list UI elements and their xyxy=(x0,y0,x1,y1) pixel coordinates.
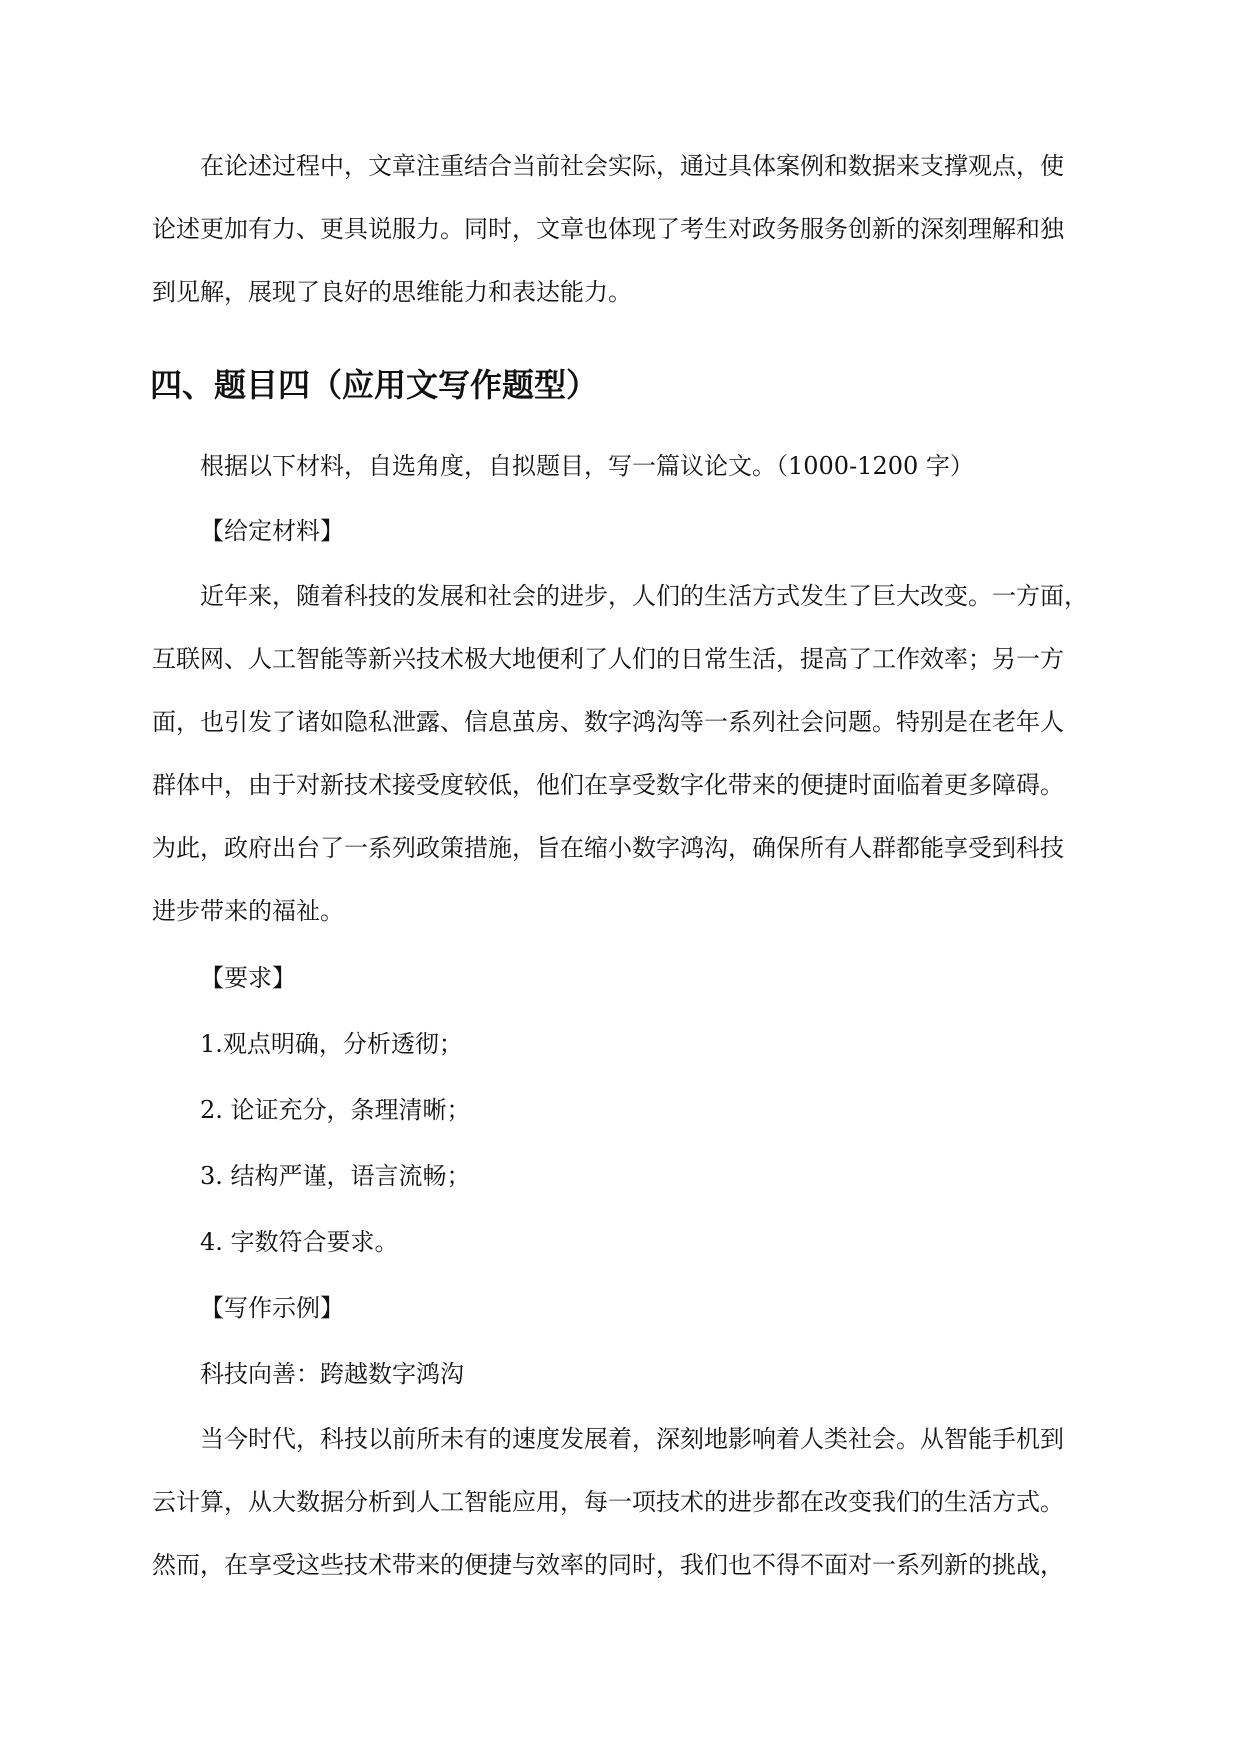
material-line-2: 互联网、人工智能等新兴技术极大地便利了人们的日常生活，提高了工作效率；另一方 xyxy=(152,645,1064,673)
material-line-4: 群体中，由于对新技术接受度较低，他们在享受数字化带来的便捷时面临着更多障碍。 xyxy=(152,771,1064,799)
material-line-3: 面，也引发了诸如隐私泄露、信息茧房、数字鸿沟等一系列社会问题。特别是在老年人 xyxy=(152,708,1064,736)
example-line-3: 然而，在享受这些技术带来的便捷与效率的同时，我们也不得不面对一系列新的挑战， xyxy=(152,1551,1064,1579)
material-line-1: 近年来，随着科技的发展和社会的进步，人们的生活方式发生了巨大改变。一方面， xyxy=(200,582,1088,610)
material-label: 【给定材料】 xyxy=(200,517,344,545)
example-label: 【写作示例】 xyxy=(200,1294,344,1322)
material-line-5: 为此，政府出台了一系列政策措施，旨在缩小数字鸿沟，确保所有人群都能享受到科技 xyxy=(152,834,1064,862)
intro-line-1: 在论述过程中，文章注重结合当前社会实际，通过具体案例和数据来支撑观点，使 xyxy=(200,152,1064,180)
requirements-label: 【要求】 xyxy=(200,964,296,992)
example-title: 科技向善：跨越数字鸿沟 xyxy=(200,1360,464,1388)
intro-line-3: 到见解，展现了良好的思维能力和表达能力。 xyxy=(152,278,632,306)
requirement-item-3: 3. 结构严谨，语言流畅； xyxy=(200,1162,471,1190)
section-heading: 四、题目四（应用文写作题型） xyxy=(150,366,599,404)
material-line-6: 进步带来的福祉。 xyxy=(152,897,344,925)
example-line-1: 当今时代，科技以前所未有的速度发展着，深刻地影响着人类社会。从智能手机到 xyxy=(200,1425,1064,1453)
example-line-2: 云计算，从大数据分析到人工智能应用，每一项技术的进步都在改变我们的生活方式。 xyxy=(152,1488,1064,1516)
requirement-item-2: 2. 论证充分，条理清晰； xyxy=(200,1096,471,1124)
requirement-item-1: 1.观点明确，分析透彻； xyxy=(200,1030,463,1058)
requirement-item-4: 4. 字数符合要求。 xyxy=(200,1228,399,1256)
intro-line-2: 论述更加有力、更具说服力。同时，文章也体现了考生对政务服务创新的深刻理解和独 xyxy=(152,215,1064,243)
prompt-text: 根据以下材料，自选角度，自拟题目，写一篇议论文。（1000-1200 字） xyxy=(200,452,974,480)
